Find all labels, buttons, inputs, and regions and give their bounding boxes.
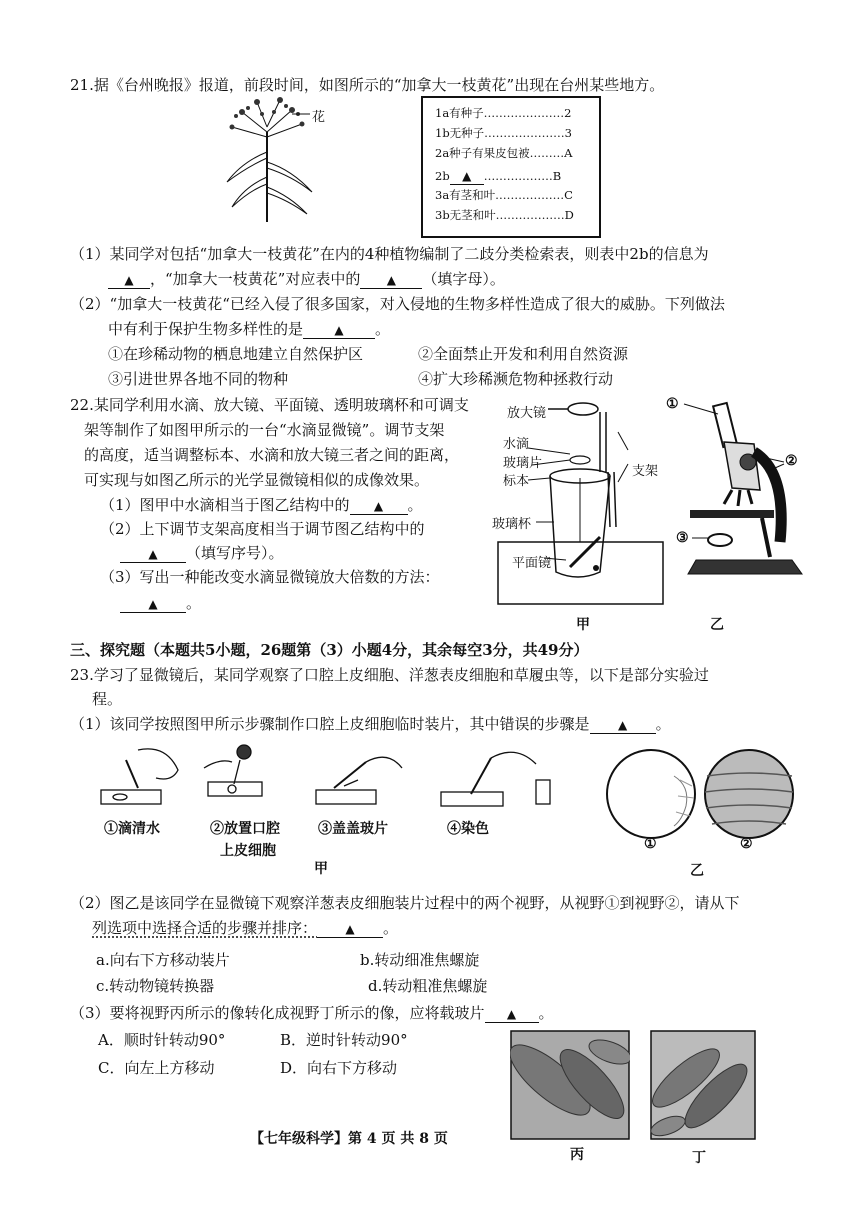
q21-option-3: ③引进世界各地不同的物种 — [108, 370, 289, 388]
key-2b-label: 2b — [435, 169, 450, 183]
q21-p1-end: （填字母）。 — [422, 270, 505, 288]
q23-p3-text: （3）要将视野丙所示的像转化成视野丁所示的像，应将载玻片 — [70, 1004, 485, 1022]
q22-line3: 的高度，适当调整标本、水滴和放大镜三者之间的距离， — [84, 446, 460, 464]
key-line-3a: 3a有茎和叶………………C — [435, 188, 573, 202]
slide-preparation-steps-image — [96, 740, 556, 816]
key-line-2b — [435, 168, 561, 185]
caption-figure-jia-q22: 甲 — [576, 617, 590, 633]
page-footer: 【七年级科学】第 4 页 共 8 页 — [250, 1131, 448, 1147]
label-focus-knobs-2: ② — [785, 453, 798, 469]
q23-option-c: c.转动物镜转换器 — [96, 977, 215, 995]
q21-p1-line2 — [108, 269, 505, 289]
q23-line1: 23.学习了显微镜后，某同学观察了口腔上皮细胞、洋葱表皮细胞和草履虫等，以下是部分实验过 — [70, 666, 709, 684]
q22-line1: 22.某同学利用水滴、放大镜、平面镜、透明玻璃杯和可调支 — [70, 396, 469, 414]
goldenrod-plant-image — [222, 92, 322, 224]
q23-p1-text: （1）该同学按照图甲所示步骤制作口腔上皮细胞临时装片，其中错误的步骤是 — [70, 715, 590, 733]
q21-option-1: ①在珍稀动物的栖息地建立自然保护区 — [108, 345, 364, 363]
q21-p2-line2 — [108, 319, 390, 339]
caption-figure-jia-q23: 甲 — [314, 861, 328, 877]
q21-option-4: ④扩大珍稀濒危物种拯救行动 — [418, 370, 614, 388]
q22-p1-text: （1）图甲中水滴相当于图乙结构中的 — [100, 496, 350, 514]
key-line-1b: 1b无种子…………………3 — [435, 126, 572, 140]
key-line-1a: 1a有种子…………………2 — [435, 106, 572, 120]
q23-p2-end: 。 — [383, 919, 399, 937]
q21-p1-text: ，“加拿大一枝黄花”对应表中的 — [150, 270, 361, 288]
q22-p2-line1: （2）上下调节支架高度相当于调节图乙结构中的 — [100, 520, 425, 538]
label-reflector-3: ③ — [676, 530, 689, 546]
label-glass-slide: 玻璃片 — [503, 456, 543, 471]
step-1-label: ①滴清水 — [104, 821, 160, 837]
label-eyepiece-1: ① — [666, 396, 679, 412]
water-drop-microscope-diagram — [488, 392, 668, 610]
q21-p2-text: 中有利于保护生物多样性的是 — [108, 320, 304, 338]
q22-line2: 架等制作了如图甲所示的一台“水滴显微镜”。调节支架 — [84, 421, 445, 439]
q22-p2-end: （填写序号）。 — [186, 544, 284, 562]
key-2b-blank: ▲ — [450, 168, 484, 185]
q23-blank-3: ▲ — [485, 1006, 539, 1023]
section-3-heading: 三、探究题（本题共5小题，26题第（3）小题4分，其余每空3分，共49分） — [70, 641, 589, 659]
q21-p1-line1: （1）某同学对包括“加拿大一枝黄花”在内的4种植物编制了二歧分类检索表，则表中2b的信息为 — [70, 245, 709, 263]
q23-p2-line2 — [92, 918, 398, 938]
q22-line4: 可实现与如图乙所示的光学显微镜相似的成像效果。 — [84, 471, 430, 489]
label-water-drop: 水滴 — [503, 437, 530, 452]
paramecium-view-ding-image — [650, 1030, 756, 1140]
step-4-label: ④染色 — [447, 821, 489, 837]
view-2-label: ② — [740, 836, 753, 852]
label-magnifier: 放大镜 — [507, 406, 547, 421]
caption-view-ding: 丁 — [692, 1150, 706, 1166]
optical-microscope-diagram — [662, 392, 812, 582]
label-specimen: 标本 — [503, 474, 530, 489]
q23-p2-text: 列选项中选择合适的步骤并排序： — [92, 919, 318, 937]
q23-option-D: D．向右下方移动 — [280, 1059, 398, 1077]
step-2-label-line1: ②放置口腔 — [210, 821, 280, 837]
q23-p1-end: 。 — [655, 715, 671, 733]
q23-blank-2: ▲ — [317, 921, 383, 938]
q23-option-C: C．向左上方移动 — [98, 1059, 215, 1077]
q21-blank-2b: ▲ — [108, 272, 150, 289]
q23-option-a: a.向右下方移动装片 — [96, 951, 230, 969]
q23-blank-1: ▲ — [590, 717, 656, 734]
q21-intro: 21.据《台州晚报》报道，前段时间，如图所示的“加拿大一枝黄花”出现在台州某些地方。 — [70, 76, 665, 94]
q22-p1 — [100, 495, 423, 515]
step-3-label: ③盖盖玻片 — [318, 821, 388, 837]
caption-figure-yi-q22: 乙 — [710, 617, 724, 633]
caption-view-bing: 丙 — [570, 1147, 584, 1163]
q21-p2-line1: （2）“加拿大一枝黄花“已经入侵了很多国家，对入侵地的生物多样性造成了很大的威胁。下列做法 — [70, 295, 725, 313]
q23-p3 — [70, 1003, 554, 1023]
q21-blank-letter: ▲ — [360, 272, 422, 289]
q22-p3-line1: （3）写出一种能改变水滴显微镜放大倍数的方法： — [100, 568, 440, 586]
q23-line2: 程。 — [92, 690, 123, 708]
q22-p1-end: 。 — [407, 496, 423, 514]
microscope-field-views-image — [604, 746, 796, 842]
paramecium-view-bing-image — [510, 1030, 630, 1140]
q23-p1 — [70, 714, 671, 734]
q22-p3-end: 。 — [186, 594, 202, 612]
q23-p2-line1: （2）图乙是该同学在显微镜下观察洋葱表皮细胞装片过程中的两个视野，从视野①到视野②，请从下 — [70, 894, 740, 912]
q22-p3-line2 — [120, 593, 201, 613]
step-2-label-line2: 上皮细胞 — [220, 843, 276, 859]
q23-option-d: d.转动粗准焦螺旋 — [368, 977, 488, 995]
label-stand: 支架 — [632, 464, 659, 479]
q23-option-b: b.转动细准焦螺旋 — [360, 951, 480, 969]
q22-blank-2: ▲ — [120, 546, 186, 563]
q22-p2-line2 — [120, 543, 284, 563]
caption-figure-yi-q23: 乙 — [690, 863, 704, 879]
q21-option-2: ②全面禁止开发和利用自然资源 — [418, 345, 629, 363]
q23-option-B: B．逆时针转动90° — [280, 1031, 408, 1049]
q21-blank-protect: ▲ — [303, 322, 375, 339]
key-line-3b: 3b无茎和叶………………D — [435, 208, 574, 222]
flower-label: 花 — [312, 110, 326, 125]
q22-blank-1: ▲ — [350, 498, 408, 515]
label-glass-cup: 玻璃杯 — [492, 517, 532, 532]
dichotomous-key-box — [421, 96, 601, 238]
q23-p3-end: 。 — [538, 1004, 554, 1022]
key-2b-result: ………………B — [483, 169, 562, 183]
label-plane-mirror: 平面镜 — [512, 556, 552, 571]
q21-p2-end: 。 — [375, 320, 391, 338]
view-1-label: ① — [644, 836, 657, 852]
q23-option-A: A．顺时针转动90° — [98, 1031, 226, 1049]
key-line-2a: 2a种子有果皮包被………A — [435, 146, 573, 160]
q22-blank-3: ▲ — [120, 596, 186, 613]
